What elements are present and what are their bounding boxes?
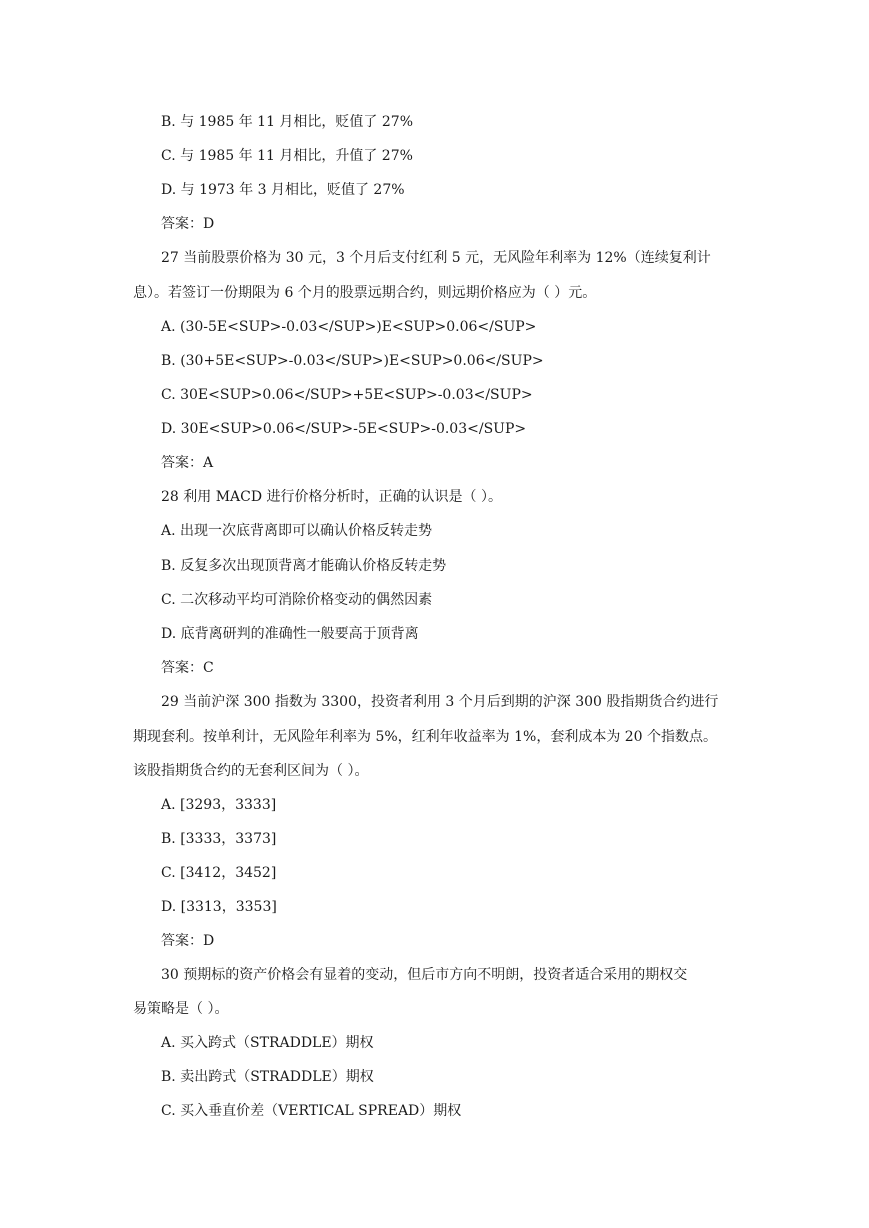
option-b-q30: B. 卖出跨式（STRADDLE）期权	[161, 1069, 374, 1085]
option-a-q27: A. (30-5E<SUP>-0.03</SUP>)E<SUP>0.06</SUP>	[161, 319, 537, 335]
option-c-q30: C. 买入垂直价差（VERTICAL SPREAD）期权	[161, 1103, 462, 1119]
question-30-line-1: 30 预期标的资产价格会有显着的变动，但后市方向不明朗，投资者适合采用的期权交	[161, 967, 688, 983]
option-c-q26: C. 与 1985 年 11 月相比，升值了 27%	[161, 148, 413, 164]
option-c-q28: C. 二次移动平均可消除价格变动的偶然因素	[161, 592, 433, 608]
question-30-line-2: 易策略是（ ）。	[133, 1001, 229, 1017]
question-29-line-1: 29 当前沪深 300 指数为 3300，投资者利用 3 个月后到期的沪深 300 股指期货合约进行	[161, 694, 719, 710]
answer-q27: 答案：A	[161, 455, 214, 471]
option-d-q28: D. 底背离研判的准确性一般要高于顶背离	[161, 626, 419, 642]
option-d-q27: D. 30E<SUP>0.06</SUP>-5E<SUP>-0.03</SUP>	[161, 421, 527, 437]
option-b-q29: B. [3333，3373]	[161, 831, 277, 847]
question-29-line-3: 该股指期货合约的无套利区间为（ ）。	[133, 763, 369, 779]
option-d-q29: D. [3313，3353]	[161, 899, 277, 915]
option-b-q28: B. 反复多次出现顶背离才能确认价格反转走势	[161, 558, 447, 574]
option-c-q29: C. [3412，3452]	[161, 865, 277, 881]
option-a-q28: A. 出现一次底背离即可以确认价格反转走势	[161, 523, 433, 539]
option-c-q27: C. 30E<SUP>0.06</SUP>+5E<SUP>-0.03</SUP>	[161, 387, 533, 403]
answer-q28: 答案：C	[161, 660, 214, 676]
question-29-line-2: 期现套利。按单利计，无风险年利率为 5%，红利年收益率为 1%，套利成本为 20 个指数点。	[133, 729, 718, 745]
option-d-q26: D. 与 1973 年 3 月相比，贬值了 27%	[161, 182, 405, 198]
answer-q26: 答案：D	[161, 216, 215, 232]
option-b-q27: B. (30+5E<SUP>-0.03</SUP>)E<SUP>0.06</SUP>	[161, 353, 544, 369]
answer-q29: 答案：D	[161, 933, 215, 949]
question-27-line-2: 息）。若签订一份期限为 6 个月的股票远期合约，则远期价格应为（ ）元。	[133, 285, 597, 301]
option-b-q26: B. 与 1985 年 11 月相比，贬值了 27%	[161, 114, 413, 130]
option-a-q29: A. [3293，3333]	[161, 797, 277, 813]
question-27-line-1: 27 当前股票价格为 30 元，3 个月后支付红利 5 元，无风险年利率为 12%（连续复利计	[161, 250, 711, 266]
option-a-q30: A. 买入跨式（STRADDLE）期权	[161, 1035, 374, 1051]
question-28: 28 利用 MACD 进行价格分析时，正确的认识是（ ）。	[161, 489, 502, 505]
